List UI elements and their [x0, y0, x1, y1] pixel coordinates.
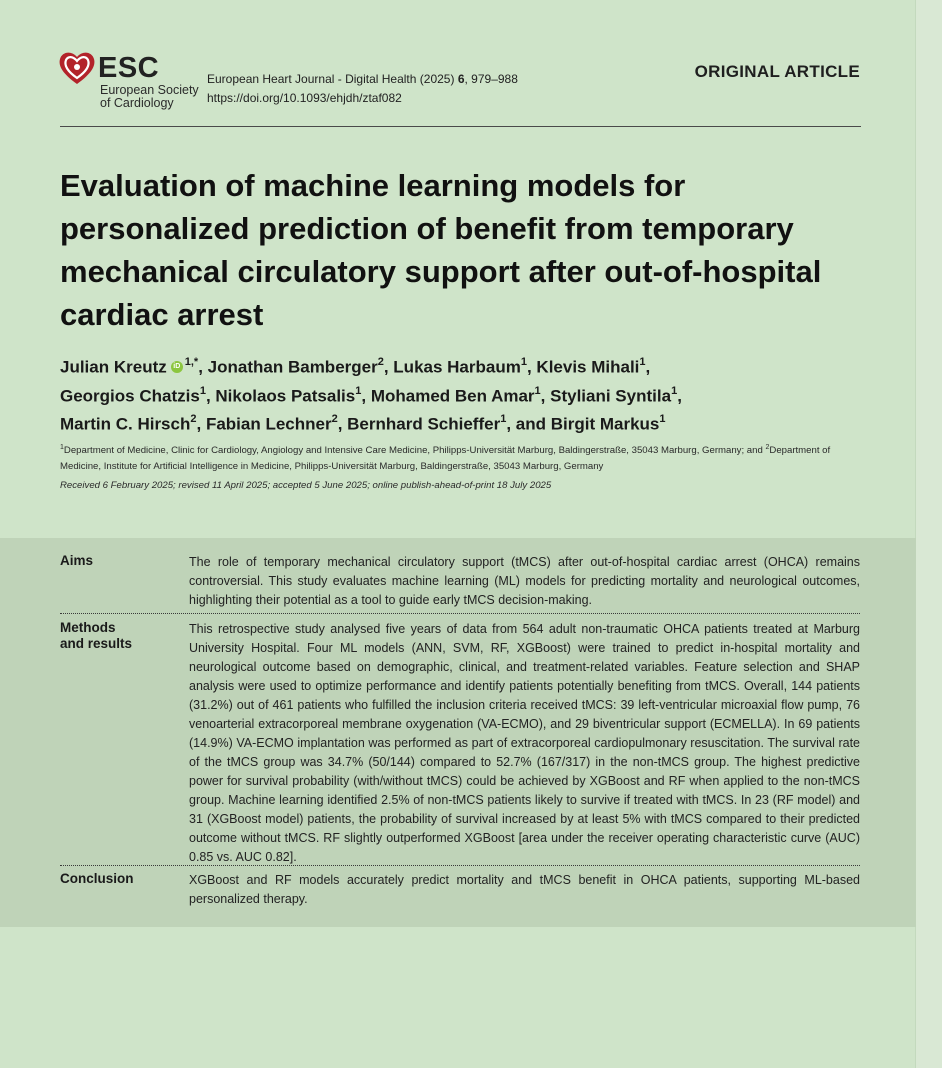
author-name[interactable]: Georgios Chatzis	[60, 386, 200, 406]
affiliation-number: 1	[60, 444, 64, 451]
esc-logo	[57, 48, 207, 116]
header-divider	[60, 126, 861, 127]
author-affil: 2	[377, 356, 384, 368]
author-affil: 2	[190, 413, 197, 426]
author-and: and	[515, 414, 547, 434]
affiliations	[60, 440, 860, 475]
section-divider	[60, 865, 860, 866]
affiliation-1: Department of Medicine, Clinic for Cardiology, Angiology and Intensive Care Medicine, Philipps-Universität Marburg, Baldingerstraße, 35043 Marburg, Germany; and	[63, 445, 766, 457]
methods-label: Methods and results	[60, 620, 133, 651]
doi-link[interactable]: https://doi.org/10.1093/ehjdh/ztaf082	[207, 91, 402, 105]
author-affil: 1	[500, 413, 507, 426]
author-name[interactable]: Styliani Syntila	[550, 386, 672, 406]
heart-logo-icon	[57, 48, 97, 88]
author-name[interactable]: Martin C. Hirsch	[60, 414, 191, 434]
abstract-aims	[60, 553, 860, 613]
article-type: ORIGINAL ARTICLE	[694, 62, 860, 81]
author-name[interactable]: Nikolaos Patsalis	[215, 386, 356, 406]
article-title: Evaluation of machine learning models for personalized prediction of benefit from temporary mechanical circulatory support after out-of-hospital cardiac arrest	[60, 168, 822, 332]
author-affil: 1	[520, 356, 527, 368]
conclusion-label: Conclusion	[60, 871, 134, 886]
journal-volume: 6	[457, 72, 465, 86]
author-affil: 1	[199, 384, 206, 397]
page-edge	[915, 0, 942, 1068]
affiliation-2: Department of Medicine, Institute for Artificial Intelligence in Medicine, Philipps-Universität Marburg, Baldingerstraße, 35043 Marburg, Germany	[60, 445, 831, 473]
received-dates: Received 6 February 2025; revised 11 April 2025; accepted 5 June 2025; online publish-ahead-of-print 18 July 2025	[60, 480, 552, 491]
author-affil: 1	[659, 413, 666, 426]
logo-org-text: European Society of Cardiology	[100, 83, 199, 110]
structured-abstract	[0, 538, 916, 927]
author-name[interactable]: Jonathan Bamberger	[207, 357, 378, 377]
journal-pages: , 979–988	[464, 72, 518, 86]
author-name[interactable]: Bernhard Schieffer	[347, 414, 501, 434]
author-affil: 1	[639, 356, 646, 368]
aims-text: The role of temporary mechanical circulatory support (tMCS) after out-of-hospital cardiac arrest (OHCA) remains controversial. This study evaluates machine learning (ML) models for predicting mortality and neurological outcomes, highlighting their potential as a tool to guide early tMCS decision-making.	[189, 555, 860, 607]
author-name[interactable]: Julian Kreutz	[60, 357, 167, 377]
author-affil: 1	[534, 384, 541, 397]
section-divider	[60, 613, 860, 614]
author-affil: 2	[331, 413, 338, 426]
author-list: Julian Kreutz iD $^{1,*}$, Jonathan Bamberger$^2$, Lukas Harbaum$^1$, Klevis Mihali$^1$, Georgios Chatzis$^1$, Nikolaos Patsalis$^1$, Mohamed Ben Amar$^1$, Styliani Syntila$^1$, Martin C. Hirsch$^2$, Fabian Lechner$^2$, Bernhard Schieffer$^1$, and Birgit Markus$^1$	[60, 356, 682, 434]
methods-text: This retrospective study analysed five years of data from 564 adult non-traumatic OHCA patients treated at Marburg University Hospital. Four ML models (ANN, SVM, RF, XGBoost) were trained to predict in-hospital mortality and neurological outcome based on demographic, clinical, and treatment-related variables. Feature selection and SHAP analysis were used to optimize performance and identify patients potentially benefiting from tMCS. Overall, 144 patients (31.2%) out of 461 patients who fulfilled the inclusion criteria received tMCS: 39 left-ventricular microaxial flow pump, 76 venoarterial extracorporeal membrane oxygenation (VA-ECMO), and 29 biventricular support (ECMELLA). In 69 patients (14.9%) VA-ECMO implantation was performed as part of extracorporeal cardiopulmonary resuscitation. The survival rate of the tMCS group was 34.7% (50/144) compared to 52.7% (167/317) in the non-tMCS group. The highest predictive power for survival probability (with/without tMCS) could be achieved by XGBoost and RF when applied to the non-tMCS group. Machine learning identified 2.5% of non-tMCS patients likely to survive if treated with tMCS. In 23 (RF model) and 31 (XGBoost model) patients, the probability of survival increased by at least 5% with tMCS compared to their predicted outcome without tMCS. RF slightly outperformed XGBoost [area under the receiver operating characteristic curve (AUC) 0.85 vs. AUC 0.82].	[189, 622, 860, 864]
aims-label: Aims	[60, 553, 94, 568]
author-name[interactable]: Klevis Mihali	[536, 357, 640, 377]
logo-esc-text: ESC	[98, 52, 160, 84]
author-affil: 1	[355, 384, 362, 397]
author-affil: 1	[671, 384, 678, 397]
abstract-methods	[60, 620, 860, 864]
author-name[interactable]: Fabian Lechner	[205, 414, 332, 434]
orcid-icon[interactable]: iD	[171, 361, 183, 373]
author-name[interactable]: Birgit Markus	[550, 414, 660, 434]
author-name[interactable]: Lukas Harbaum	[393, 357, 521, 377]
abstract-conclusion	[60, 871, 860, 913]
journal-info	[207, 70, 518, 108]
affiliation-number: 2	[765, 444, 770, 451]
author-affil: 1,*	[184, 356, 199, 368]
conclusion-text: XGBoost and RF models accurately predict mortality and tMCS benefit in OHCA patients, supporting ML-based personalized therapy.	[189, 873, 860, 906]
journal-name: European Heart Journal - Digital Health (2025)	[207, 72, 455, 86]
author-name[interactable]: Mohamed Ben Amar	[370, 386, 535, 406]
